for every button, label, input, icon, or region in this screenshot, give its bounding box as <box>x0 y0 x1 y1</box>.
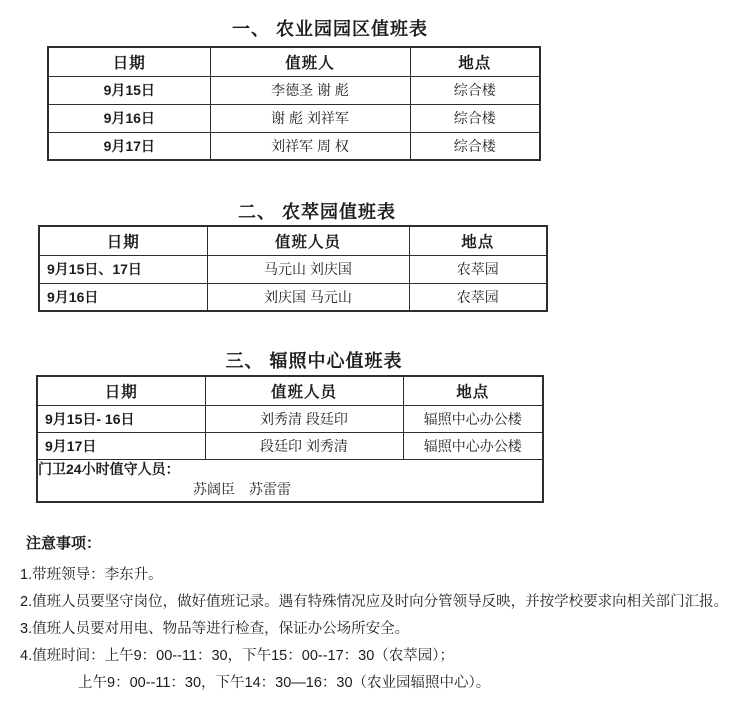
cell-place: 农萃园 <box>409 255 547 283</box>
header-cell-person: 值班人员 <box>207 226 409 255</box>
table-agricultural-park-roster <box>47 46 541 161</box>
cell-place: 辐照中心办公楼 <box>403 432 543 459</box>
cell-date: 9月15日- 16日 <box>37 405 205 432</box>
header-cell-place: 地点 <box>409 226 547 255</box>
cell-people: 马元山 刘庆国 <box>207 255 409 283</box>
header-cell-date: 日期 <box>37 376 205 405</box>
table-row <box>48 104 540 132</box>
table-header-row <box>39 226 547 255</box>
cell-date: 9月16日 <box>39 283 207 311</box>
cell-place: 辐照中心办公楼 <box>403 405 543 432</box>
gate-guard-cell <box>37 459 543 502</box>
cell-date: 9月15日 <box>48 76 210 104</box>
table-row <box>37 405 543 432</box>
cell-date: 9月15日、17日 <box>39 255 207 283</box>
table-row <box>48 76 540 104</box>
cell-place: 综合楼 <box>410 104 540 132</box>
table-row <box>39 283 547 311</box>
section1-title: 一、 农业园园区值班表 <box>232 19 428 39</box>
cell-people: 刘祥军 周 权 <box>210 132 410 160</box>
section3-title: 三、 辐照中心值班表 <box>225 351 403 371</box>
notes-heading: 注意事项： <box>26 535 102 552</box>
cell-place: 综合楼 <box>410 76 540 104</box>
cell-date: 9月17日 <box>48 132 210 160</box>
cell-place: 农萃园 <box>409 283 547 311</box>
cell-people: 段廷印 刘秀清 <box>205 432 403 459</box>
table-irradiation-center-roster <box>36 375 544 503</box>
table-footer-row <box>37 459 543 502</box>
note-item-1: 1.带班领导：李东升。 <box>20 567 163 583</box>
header-cell-date: 日期 <box>48 47 210 76</box>
table-header-row <box>48 47 540 76</box>
cell-date: 9月17日 <box>37 432 205 459</box>
note-item-2: 2.值班人员要坚守岗位，做好值班记录。遇有特殊情况应及时向分管领导反映，并按学校要求向相关部门汇报。 <box>20 594 729 610</box>
gate-guard-names: 苏阔臣 苏雷雷 <box>193 480 291 497</box>
cell-people: 刘庆国 马元山 <box>207 283 409 311</box>
header-cell-person: 值班人员 <box>205 376 403 405</box>
section2-title: 二、 农萃园值班表 <box>237 202 396 222</box>
cell-date: 9月16日 <box>48 104 210 132</box>
header-cell-place: 地点 <box>410 47 540 76</box>
note-item-4-continuation: 上午9：00--11：30，下午14：30—16：30（农业园辐照中心）。 <box>78 675 491 691</box>
header-cell-date: 日期 <box>39 226 207 255</box>
gate-guard-label: 门卫24小时值守人员： <box>38 460 180 477</box>
cell-place: 综合楼 <box>410 132 540 160</box>
note-item-3: 3.值班人员要对用电、物品等进行检查，保证办公场所安全。 <box>20 621 410 637</box>
header-cell-person: 值班人 <box>210 47 410 76</box>
header-cell-place: 地点 <box>403 376 543 405</box>
note-item-4: 4.值班时间：上午9：00--11：30，下午15：00--17：30（农萃园）； <box>20 648 455 664</box>
table-row <box>37 432 543 459</box>
cell-people: 谢 彪 刘祥军 <box>210 104 410 132</box>
cell-people: 刘秀清 段廷印 <box>205 405 403 432</box>
cell-people: 李德圣 谢 彪 <box>210 76 410 104</box>
table-row <box>48 132 540 160</box>
notes-section <box>20 534 734 697</box>
table-nongcui-garden-roster <box>38 225 548 312</box>
table-header-row <box>37 376 543 405</box>
table-row <box>39 255 547 283</box>
